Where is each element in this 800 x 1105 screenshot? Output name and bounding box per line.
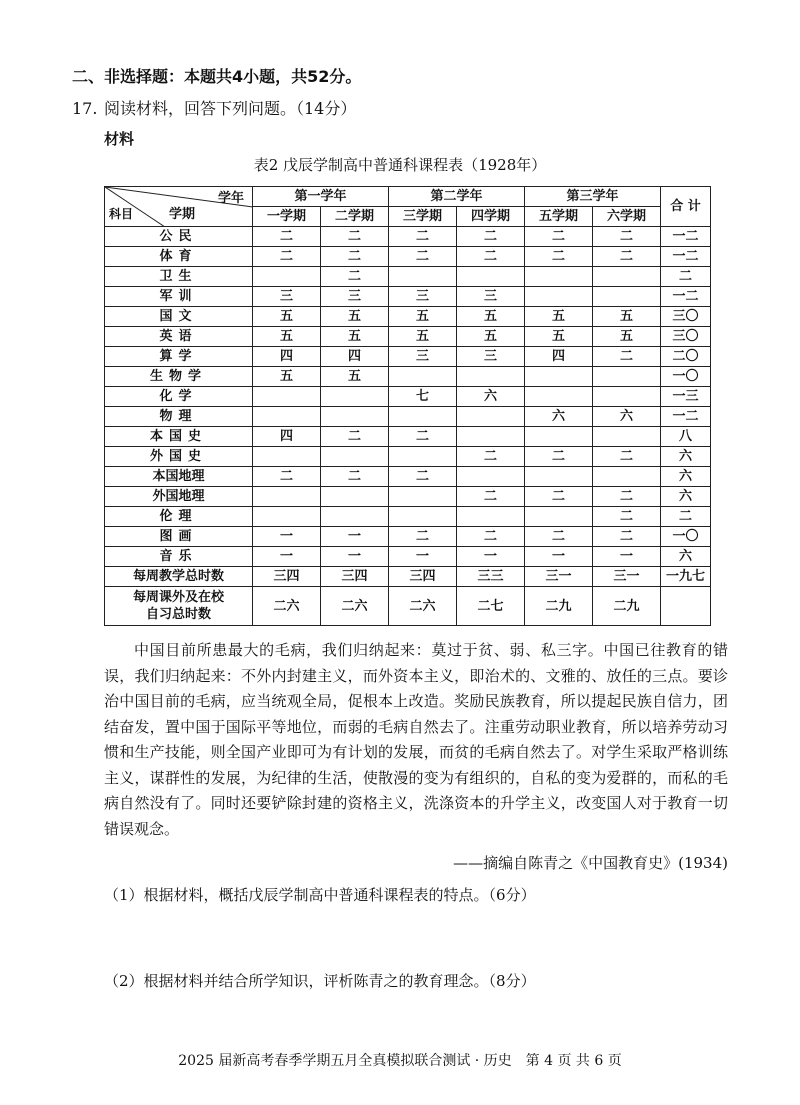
hours-cell: 二 <box>321 267 389 287</box>
total-cell: 六 <box>661 547 711 567</box>
hours-cell: 二 <box>593 347 661 367</box>
hours-cell: 二 <box>389 527 457 547</box>
hours-cell: 二七 <box>457 587 525 626</box>
hours-cell <box>457 507 525 527</box>
subject-cell: 生物学 <box>105 367 253 387</box>
hours-cell: 四 <box>253 427 321 447</box>
table-row <box>105 347 711 367</box>
total-cell: 一二 <box>661 227 711 247</box>
hours-cell: 二 <box>525 487 593 507</box>
hours-cell <box>321 487 389 507</box>
hours-cell: 二 <box>389 427 457 447</box>
hours-cell: 二六 <box>321 587 389 626</box>
total-cell: 六 <box>661 467 711 487</box>
hours-cell: 二 <box>321 247 389 267</box>
subject-cell: 卫生 <box>105 267 253 287</box>
subject-cell: 图画 <box>105 527 253 547</box>
hours-cell: 三四 <box>253 567 321 587</box>
hours-cell <box>321 507 389 527</box>
total-cell: 一二 <box>661 247 711 267</box>
table-row <box>105 447 711 467</box>
hours-cell: 二 <box>525 527 593 547</box>
subject-cell: 军训 <box>105 287 253 307</box>
hours-cell <box>525 507 593 527</box>
hours-cell: 二 <box>593 487 661 507</box>
hours-cell: 五 <box>321 327 389 347</box>
subject-cell: 外国地理 <box>105 487 253 507</box>
hours-cell: 三 <box>389 287 457 307</box>
hours-cell <box>253 487 321 507</box>
table-row <box>105 567 711 587</box>
hours-cell <box>525 287 593 307</box>
hours-cell <box>389 367 457 387</box>
hours-cell <box>525 267 593 287</box>
corner-label-subject: 科目 <box>109 207 134 221</box>
subject-cell: 公民 <box>105 227 253 247</box>
hours-cell: 二 <box>389 227 457 247</box>
year-header: 第一学年 <box>253 187 389 207</box>
corner-header-cell <box>105 187 253 227</box>
semester-header: 三学期 <box>389 207 457 227</box>
hours-cell: 五 <box>389 307 457 327</box>
hours-cell: 五 <box>525 307 593 327</box>
hours-cell: 二九 <box>593 587 661 626</box>
table-row <box>105 527 711 547</box>
hours-cell: 二九 <box>525 587 593 626</box>
subject-cell: 化学 <box>105 387 253 407</box>
hours-cell <box>253 447 321 467</box>
table-row <box>105 407 711 427</box>
semester-header: 四学期 <box>457 207 525 227</box>
question-text: 阅读材料，回答下列问题。（14分） <box>104 99 357 118</box>
subject-cell: 体育 <box>105 247 253 267</box>
subject-cell: 本国地理 <box>105 467 253 487</box>
hours-cell: 二 <box>457 487 525 507</box>
hours-cell <box>321 387 389 407</box>
hours-cell: 一 <box>457 547 525 567</box>
table-row <box>105 427 711 447</box>
hours-cell <box>321 407 389 427</box>
hours-cell <box>457 367 525 387</box>
hours-cell: 二 <box>457 527 525 547</box>
hours-cell: 二 <box>525 247 593 267</box>
hours-cell: 二 <box>457 247 525 267</box>
total-cell: 一〇 <box>661 527 711 547</box>
hours-cell: 三 <box>457 347 525 367</box>
question-17 <box>72 96 356 119</box>
subject-cell: 英语 <box>105 327 253 347</box>
hours-cell: 三 <box>457 287 525 307</box>
subject-cell <box>105 587 253 626</box>
hours-cell: 三一 <box>525 567 593 587</box>
hours-cell: 二六 <box>253 587 321 626</box>
hours-cell: 六 <box>457 387 525 407</box>
hours-cell: 七 <box>389 387 457 407</box>
hours-cell <box>389 447 457 467</box>
total-cell: 一二 <box>661 407 711 427</box>
hours-cell <box>253 407 321 427</box>
hours-cell <box>593 387 661 407</box>
hours-cell: 五 <box>525 327 593 347</box>
hours-cell: 二 <box>321 227 389 247</box>
hours-cell <box>389 267 457 287</box>
year-header: 第三学年 <box>525 187 661 207</box>
hours-cell: 一 <box>253 527 321 547</box>
hours-cell <box>525 467 593 487</box>
subject-cell: 本国史 <box>105 427 253 447</box>
section-title: 二、非选择题：本题共4小题，共52分。 <box>72 67 362 86</box>
hours-cell: 三一 <box>593 567 661 587</box>
hours-cell: 四 <box>525 347 593 367</box>
hours-cell: 六 <box>525 407 593 427</box>
hours-cell <box>593 287 661 307</box>
subject-cell: 伦理 <box>105 507 253 527</box>
hours-cell: 二 <box>593 227 661 247</box>
hours-cell: 五 <box>457 327 525 347</box>
hours-cell: 四 <box>253 347 321 367</box>
subject-line: 自习总时数 <box>145 607 211 622</box>
hours-cell: 六 <box>593 407 661 427</box>
subject-cell: 物理 <box>105 407 253 427</box>
hours-cell <box>457 427 525 447</box>
total-cell <box>661 587 711 626</box>
hours-cell: 二 <box>593 247 661 267</box>
semester-header: 五学期 <box>525 207 593 227</box>
subject-cell: 算学 <box>105 347 253 367</box>
hours-cell: 五 <box>593 327 661 347</box>
semester-header: 二学期 <box>321 207 389 227</box>
table-row <box>105 247 711 267</box>
sub-question-2: （2）根据材料并结合所学知识，评析陈青之的教育理念。（8分） <box>104 972 536 990</box>
total-cell: 一二 <box>661 287 711 307</box>
hours-cell: 三四 <box>389 567 457 587</box>
table-row <box>105 287 711 307</box>
hours-cell: 五 <box>321 307 389 327</box>
material-passage: 中国目前所患最大的毛病，我们归纳起来：莫过于贫、弱、私三字。中国已往教育的错误，我们归纳起来：不外内封建主义，而外资本主义，即治术的、文雅的、放任的三点。要诊治中国目前的毛病，应当统观全局，促根本上改造。奖励民族教育，所以提起民族自信力，团结奋发，置中国于国际平等地位，而弱的毛病自然去了。注重劳动职业教育，所以培养劳动习惯和生产技能，则全国产业即可为有计划的发展，而贫的毛病自然去了。对学生采取严格训练主义，谋群性的发展，为纪律的生活，使散漫的变为有组织的，自私的变为爱群的，而私的毛病自然没有了。同时还要铲除封建的资格主义，洗涤资本的升学主义，改变国人对于教育一切错误观念。 <box>104 641 728 838</box>
semester-header: 一学期 <box>253 207 321 227</box>
table-row <box>105 387 711 407</box>
year-header: 第二学年 <box>389 187 525 207</box>
table-row <box>105 367 711 387</box>
hours-cell: 五 <box>321 367 389 387</box>
hours-cell <box>593 267 661 287</box>
hours-cell: 三三 <box>457 567 525 587</box>
total-cell: 六 <box>661 487 711 507</box>
table-row <box>105 467 711 487</box>
table-row <box>105 547 711 567</box>
total-cell: 一三 <box>661 387 711 407</box>
subject-cell: 外国史 <box>105 447 253 467</box>
course-table-body <box>105 227 711 587</box>
hours-cell: 五 <box>253 327 321 347</box>
hours-cell <box>389 487 457 507</box>
hours-cell: 二 <box>525 447 593 467</box>
hours-cell <box>253 267 321 287</box>
hours-cell <box>457 267 525 287</box>
hours-cell <box>253 387 321 407</box>
total-cell: 一九七 <box>661 567 711 587</box>
hours-cell: 二 <box>389 247 457 267</box>
hours-cell: 一 <box>253 547 321 567</box>
table-row <box>105 327 711 347</box>
page-footer: 2025 届新高考春季学期五月全真模拟联合测试 · 历史 第 4 页 共 6 页 <box>178 1053 622 1069</box>
hours-cell: 一 <box>321 527 389 547</box>
subject-line: 每周课外及在校 <box>132 590 224 605</box>
hours-cell: 二 <box>593 507 661 527</box>
course-table <box>104 186 711 626</box>
total-cell: 三〇 <box>661 307 711 327</box>
hours-cell: 二 <box>321 467 389 487</box>
hours-cell <box>389 507 457 527</box>
hours-cell: 五 <box>253 307 321 327</box>
passage-source: ——摘编自陈青之《中国教育史》(1934) <box>453 854 728 872</box>
hours-cell: 二 <box>593 527 661 547</box>
total-cell: 二 <box>661 267 711 287</box>
hours-cell: 二六 <box>389 587 457 626</box>
table-row <box>105 487 711 507</box>
table-row <box>105 267 711 287</box>
table-row <box>105 227 711 247</box>
hours-cell <box>321 447 389 467</box>
hours-cell <box>253 507 321 527</box>
question-number: 17. <box>72 99 98 118</box>
table-row-self-study <box>105 587 711 626</box>
hours-cell: 五 <box>457 307 525 327</box>
hours-cell: 二 <box>593 447 661 467</box>
hours-cell: 一 <box>389 547 457 567</box>
hours-cell: 一 <box>593 547 661 567</box>
hours-cell: 一 <box>525 547 593 567</box>
subject-cell: 音乐 <box>105 547 253 567</box>
subject-cell: 每周教学总时数 <box>105 567 253 587</box>
total-cell: 二〇 <box>661 347 711 367</box>
hours-cell: 一 <box>321 547 389 567</box>
hours-cell <box>525 427 593 447</box>
hours-cell <box>457 467 525 487</box>
hours-cell: 三四 <box>321 567 389 587</box>
table-row <box>105 507 711 527</box>
total-cell: 一〇 <box>661 367 711 387</box>
hours-cell: 二 <box>253 247 321 267</box>
corner-label-year: 学年 <box>217 191 244 206</box>
hours-cell <box>389 407 457 427</box>
subject-cell: 国文 <box>105 307 253 327</box>
hours-cell: 四 <box>321 347 389 367</box>
hours-cell <box>593 427 661 447</box>
hours-cell: 五 <box>253 367 321 387</box>
hours-cell: 三 <box>253 287 321 307</box>
sub-question-1: （1）根据材料，概括戊辰学制高中普通科课程表的特点。（6分） <box>104 886 536 904</box>
hours-cell <box>457 407 525 427</box>
table-caption: 表2 戊辰学制高中普通科课程表（1928年） <box>253 156 547 174</box>
hours-cell: 二 <box>457 227 525 247</box>
hours-cell <box>525 367 593 387</box>
hours-cell: 二 <box>389 467 457 487</box>
hours-cell: 二 <box>253 467 321 487</box>
total-cell: 六 <box>661 447 711 467</box>
total-cell: 八 <box>661 427 711 447</box>
material-label: 材料 <box>104 130 135 148</box>
hours-cell: 三 <box>321 287 389 307</box>
hours-cell <box>593 367 661 387</box>
total-cell: 二 <box>661 507 711 527</box>
table-row <box>105 307 711 327</box>
hours-cell: 五 <box>389 327 457 347</box>
hours-cell <box>593 467 661 487</box>
hours-cell <box>525 387 593 407</box>
total-header: 合 计 <box>661 187 711 227</box>
semester-header: 六学期 <box>593 207 661 227</box>
hours-cell: 三 <box>389 347 457 367</box>
hours-cell: 二 <box>457 447 525 467</box>
hours-cell: 五 <box>593 307 661 327</box>
total-cell: 三〇 <box>661 327 711 347</box>
corner-label-semester: 学期 <box>169 207 196 222</box>
table-header-row-years <box>105 187 711 207</box>
hours-cell: 二 <box>525 227 593 247</box>
hours-cell: 二 <box>253 227 321 247</box>
hours-cell: 二 <box>321 427 389 447</box>
